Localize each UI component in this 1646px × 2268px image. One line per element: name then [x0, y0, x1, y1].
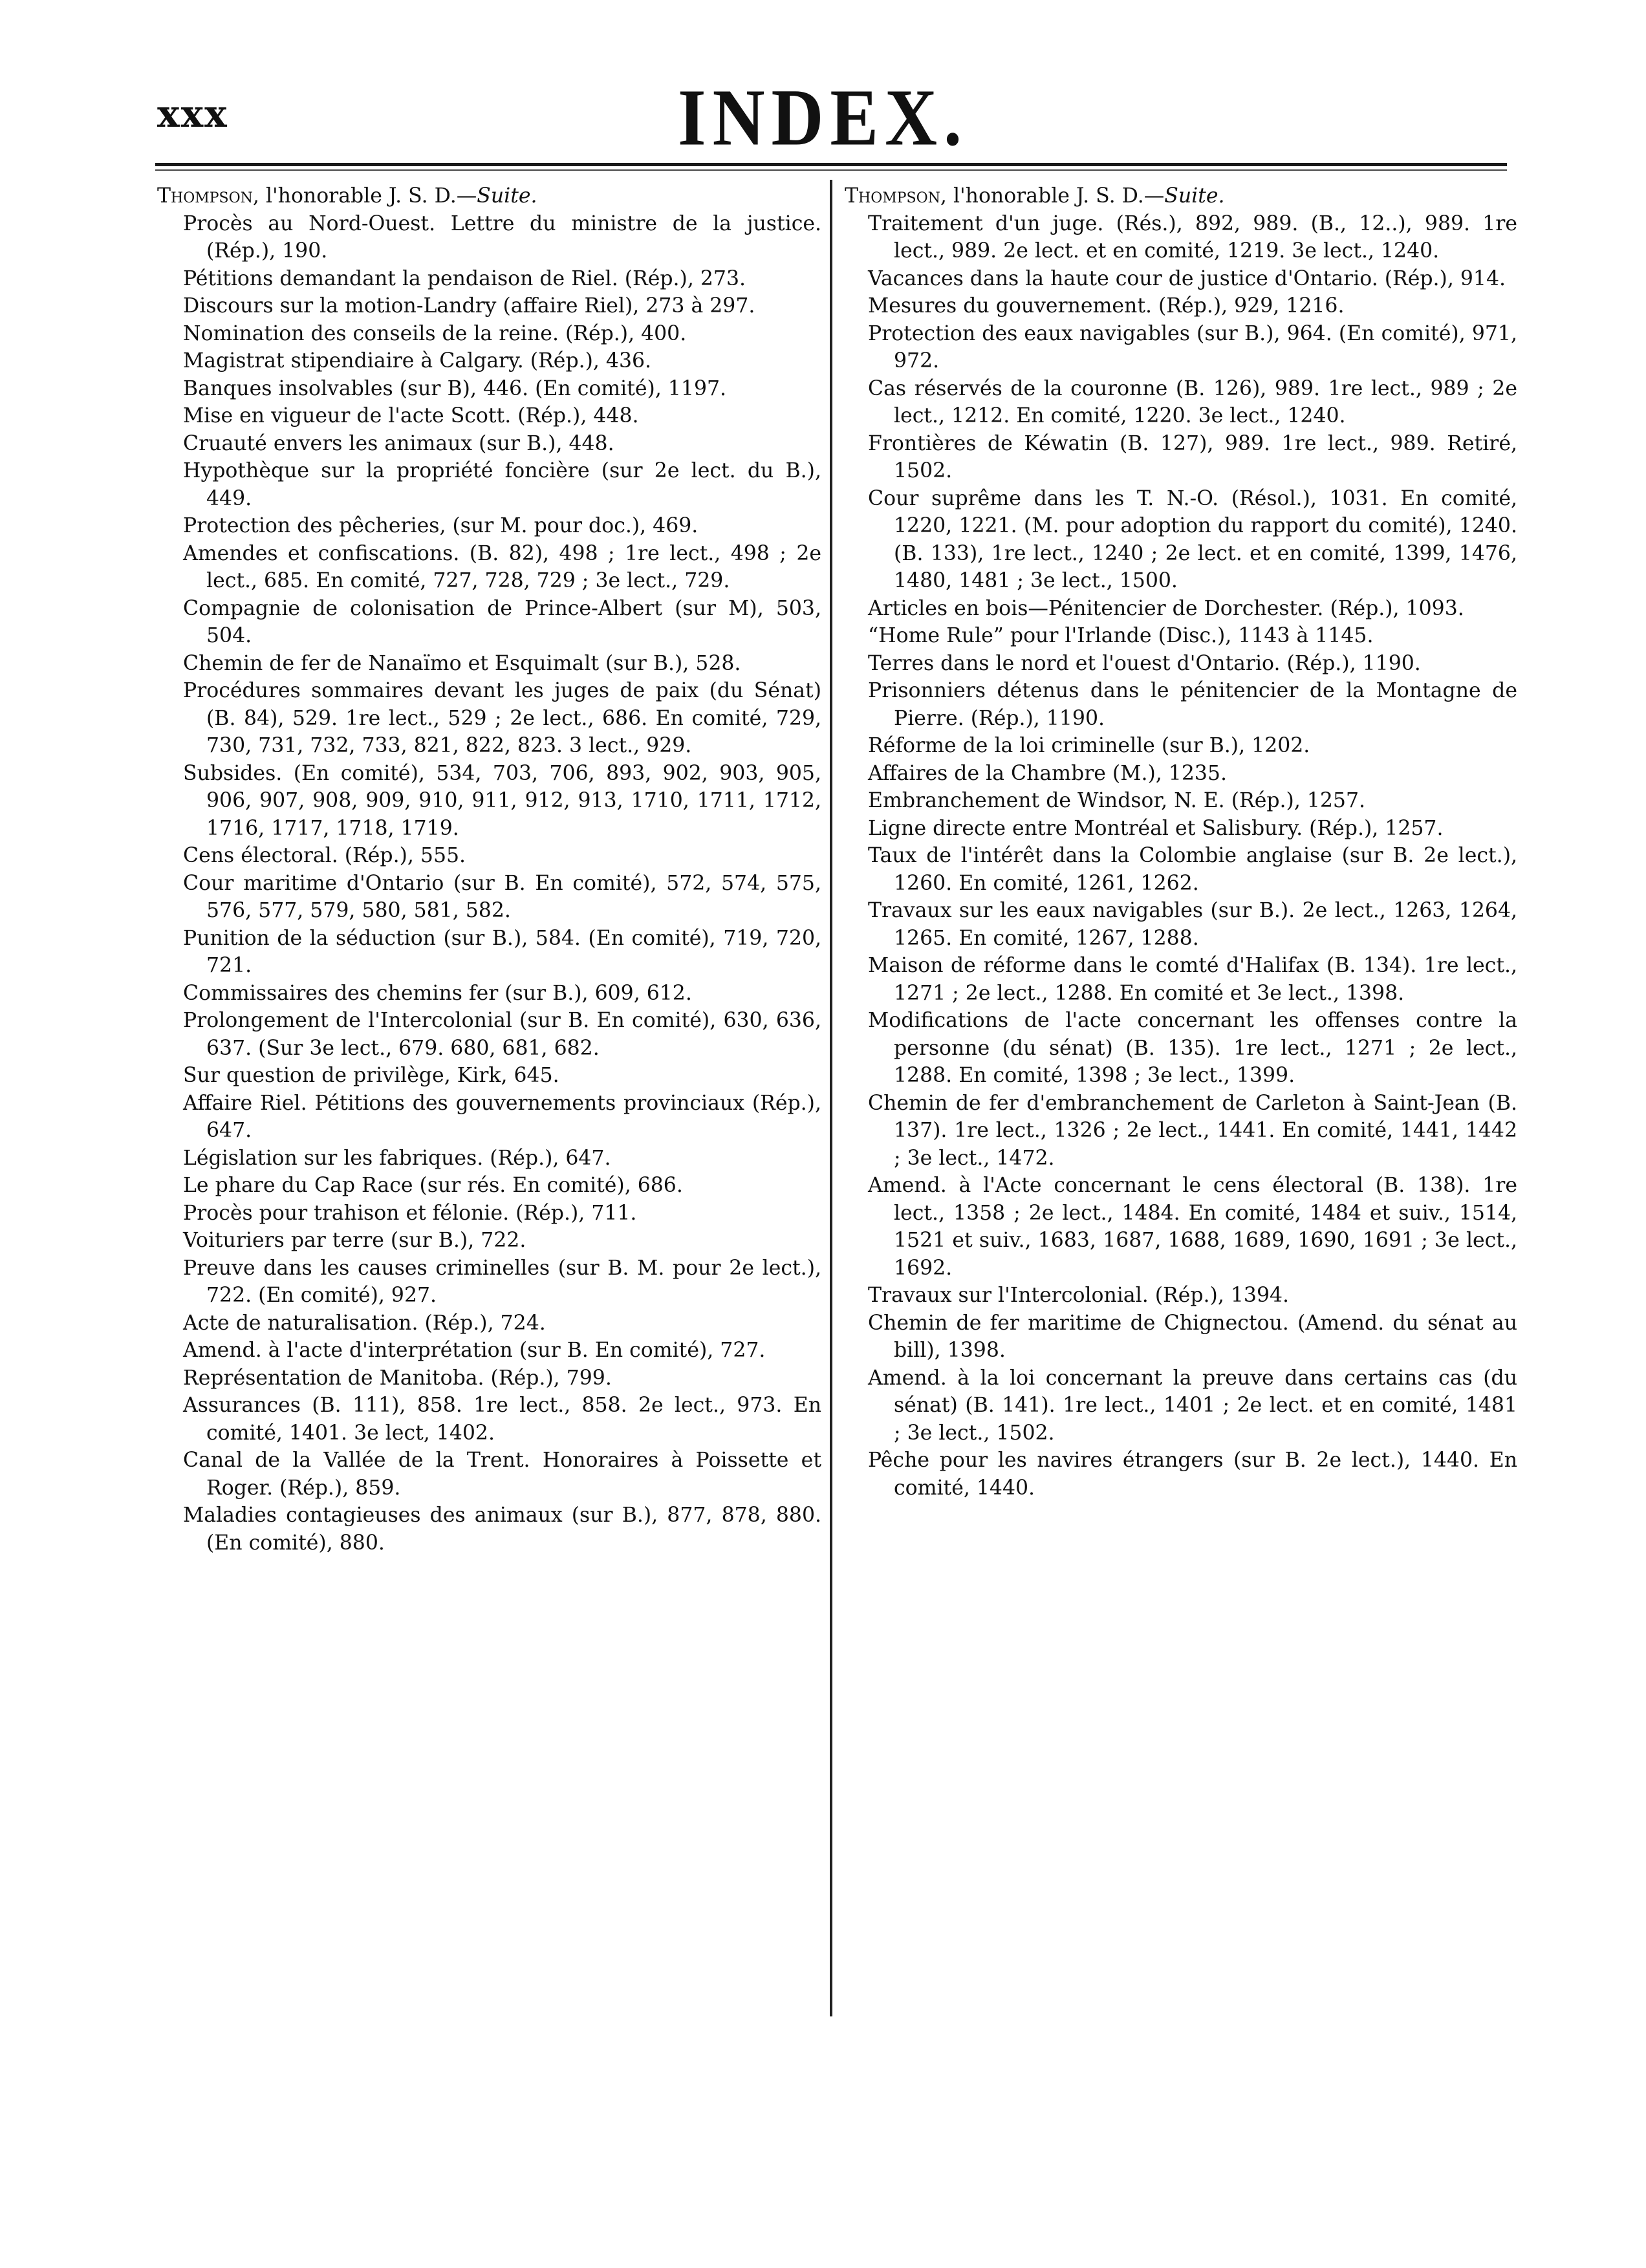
index-entry: Maison de réforme dans le comté d'Halifax (B. 134). 1re lect., 1271 ; 2e lect., 1288. En comité et 3e lect., 1398. [868, 954, 1517, 1005]
page-number: xxx [157, 92, 228, 136]
index-entry: Sur question de privilège, Kirk, 645. [183, 1064, 559, 1087]
header-rule-thin [155, 169, 1507, 171]
index-entry: Prisonniers détenus dans le pénitencier de la Montagne de Pierre. (Rép.), 1190. [868, 679, 1517, 730]
index-entry: Législation sur les fabriques. (Rép.), 647. [183, 1146, 611, 1170]
index-entry: Travaux sur l'Intercolonial. (Rép.), 1394. [868, 1284, 1290, 1307]
right-column [845, 182, 1517, 1502]
index-entry: Commissaires des chemins fer (sur B.), 609, 612. [183, 981, 692, 1005]
index-entry: Mise en vigueur de l'acte Scott. (Rép.), 448. [183, 404, 639, 427]
index-entry: Protection des pêcheries, (sur M. pour doc.), 469. [183, 514, 698, 537]
index-entry: Taux de l'intérêt dans la Colombie anglaise (sur B. 2e lect.), 1260. En comité, 1261, 1262. [868, 844, 1517, 895]
index-entry: Pêche pour les navires étrangers (sur B. 2e lect.), 1440. En comité, 1440. [868, 1449, 1517, 1500]
index-entry: Cas réservés de la couronne (B. 126), 989. 1re lect., 989 ; 2e lect., 1212. En comité, 1220. 3e lect., 1240. [868, 376, 1517, 427]
index-entry: Mesures du gouvernement. (Rép.), 929, 1216. [868, 294, 1345, 318]
index-entry: Magistrat stipendiaire à Calgary. (Rép.), 436. [183, 349, 652, 373]
index-entry: Amendes et confiscations. (B. 82), 498 ; 1re lect., 498 ; 2e lect., 685. En comité, 727, 728, 729 ; 3e lect., 729. [183, 541, 821, 592]
index-entry: Chemin de fer d'embranchement de Carleton à Saint-Jean (B. 137). 1re lect., 1326 ; 2e lect., 1441. En comité, 1441, 1442 ; 3e lect., 1472. [868, 1091, 1517, 1170]
index-entry: Affaire Riel. Pétitions des gouvernements provinciaux (Rép.), 647. [183, 1091, 821, 1142]
heading-name: Thompson [157, 184, 253, 208]
index-entry: Vacances dans la haute cour de justice d'Ontario. (Rép.), 914. [868, 266, 1506, 290]
index-entry: Acte de naturalisation. (Rép.), 724. [183, 1311, 546, 1335]
index-entry: Nomination des conseils de la reine. (Rép.), 400. [183, 321, 687, 345]
index-entry: Travaux sur les eaux navigables (sur B.). 2e lect., 1263, 1264, 1265. En comité, 1267, 1288. [868, 899, 1517, 950]
index-entry: Voituriers par terre (sur B.), 722. [183, 1229, 526, 1252]
index-entry: Réforme de la loi criminelle (sur B.), 1202. [868, 734, 1310, 757]
index-entry: Discours sur la motion-Landry (affaire Riel), 273 à 297. [183, 294, 755, 318]
index-entry: Preuve dans les causes criminelles (sur B. M. pour 2e lect.), 722. (En comité), 927. [183, 1256, 821, 1307]
index-entry: Procès pour trahison et félonie. (Rép.), 711. [183, 1201, 637, 1225]
index-entry: Traitement d'un juge. (Rés.), 892, 989. (B., 12..), 989. 1re lect., 989. 2e lect. et en comité, 1219. 3e lect., 1240. [868, 211, 1517, 263]
index-entry: Cour maritime d'Ontario (sur B. En comité), 572, 574, 575, 576, 577, 579, 580, 581, 582. [183, 871, 821, 922]
index-entry: Amend. à la loi concernant la preuve dans certains cas (du sénat) (B. 141). 1re lect., 1401 ; 2e lect. et en comité, 1481 ; 3e lect., 1502. [868, 1366, 1517, 1445]
index-entry: “Home Rule” pour l'Irlande (Disc.), 1143 à 1145. [868, 624, 1374, 647]
index-entry: Punition de la séduction (sur B.), 584. (En comité), 719, 720, 721. [183, 926, 821, 977]
index-entry: Procès au Nord-Ouest. Lettre du ministre de la justice. (Rép.), 190. [183, 211, 821, 263]
index-entry: Embranchement de Windsor, N. E. (Rép.), 1257. [868, 789, 1366, 812]
index-entry: Frontières de Kéwatin (B. 127), 989. 1re lect., 989. Retiré, 1502. [868, 431, 1517, 482]
index-entry: Subsides. (En comité), 534, 703, 706, 893, 902, 903, 905, 906, 907, 908, 909, 910, 911, 912, 913, 1710, 1711, 1712, 1716, 1717, 1718, 1719. [183, 761, 821, 840]
page-title: INDEX. [678, 72, 968, 163]
index-entry: Canal de la Vallée de la Trent. Honoraires à Poissette et Roger. (Rép.), 859. [183, 1449, 821, 1500]
index-entry: Terres dans le nord et l'ouest d'Ontario. (Rép.), 1190. [868, 651, 1421, 675]
right-column-heading [845, 182, 1517, 210]
index-entry: Compagnie de colonisation de Prince-Albert (sur M), 503, 504. [183, 596, 821, 647]
heading-suite: Suite. [1164, 184, 1225, 208]
index-entry: Cruauté envers les animaux (sur B.), 448. [183, 431, 614, 455]
index-entry: Maladies contagieuses des animaux (sur B.), 877, 878, 880. (En comité), 880. [183, 1504, 821, 1555]
index-entry: Assurances (B. 111), 858. 1re lect., 858. 2e lect., 973. En comité, 1401. 3e lect, 1402. [183, 1394, 821, 1445]
index-entry: Le phare du Cap Race (sur rés. En comité), 686. [183, 1174, 683, 1197]
index-entry: Chemin de fer maritime de Chignectou. (Amend. du sénat au bill), 1398. [868, 1311, 1517, 1362]
left-column [157, 182, 821, 1557]
heading-suite: Suite. [477, 184, 537, 208]
index-entry: Procédures sommaires devant les juges de paix (du Sénat) (B. 84), 529. 1re lect., 529 ; 2e lect., 686. En comité, 729, 730, 731, 732, 733, 821, 822, 823. 3 lect., 929. [183, 679, 821, 757]
index-entry: Prolongement de l'Intercolonial (sur B. En comité), 630, 636, 637. (Sur 3e lect., 679. 680, 681, 682. [183, 1009, 821, 1060]
index-entry: Hypothèque sur la propriété foncière (sur 2e lect. du B.), 449. [183, 459, 821, 510]
index-entry: Protection des eaux navigables (sur B.), 964. (En comité), 971, 972. [868, 321, 1517, 373]
index-entry: Affaires de la Chambre (M.), 1235. [868, 761, 1227, 785]
index-entry: Représentation de Manitoba. (Rép.), 799. [183, 1366, 612, 1390]
index-entry: Ligne directe entre Montréal et Salisbury. (Rép.), 1257. [868, 816, 1444, 840]
heading-name: Thompson [845, 184, 940, 208]
index-entry: Cour suprême dans les T. N.-O. (Résol.), 1031. En comité, 1220, 1221. (M. pour adoption du rapport du comité), 1240. (B. 133), 1re lect., 1240 ; 2e lect. et en comité, 1399, 1476, 1480, 1481 ; 3e lect., 1500. [868, 486, 1517, 592]
index-entry: Cens électoral. (Rép.), 555. [183, 844, 466, 867]
column-divider [830, 180, 832, 2016]
left-column-heading [157, 182, 821, 210]
index-entry: Banques insolvables (sur B), 446. (En comité), 1197. [183, 376, 727, 400]
header-rule [155, 163, 1507, 166]
index-entry: Chemin de fer de Nanaïmo et Esquimalt (sur B.), 528. [183, 651, 741, 675]
heading-rest: , l'honorable J. S. D.— [940, 184, 1165, 208]
index-entry: Articles en bois—Pénitencier de Dorchester. (Rép.), 1093. [868, 596, 1464, 620]
index-entry: Modifications de l'acte concernant les offenses contre la personne (du sénat) (B. 135). 1re lect., 1271 ; 2e lect., 1288. En comité, 1398 ; 3e lect., 1399. [868, 1009, 1517, 1087]
index-entry: Pétitions demandant la pendaison de Riel. (Rép.), 273. [183, 266, 746, 290]
index-entry: Amend. à l'acte d'interprétation (sur B. En comité), 727. [183, 1339, 766, 1362]
index-entry: Amend. à l'Acte concernant le cens électoral (B. 138). 1re lect., 1358 ; 2e lect., 1484. En comité, 1484 et suiv., 1514, 1521 et suiv., 1683, 1687, 1688, 1689, 1690, 1691 ; 3e lect., 1692. [868, 1174, 1517, 1280]
heading-rest: , l'honorable J. S. D.— [252, 184, 477, 208]
